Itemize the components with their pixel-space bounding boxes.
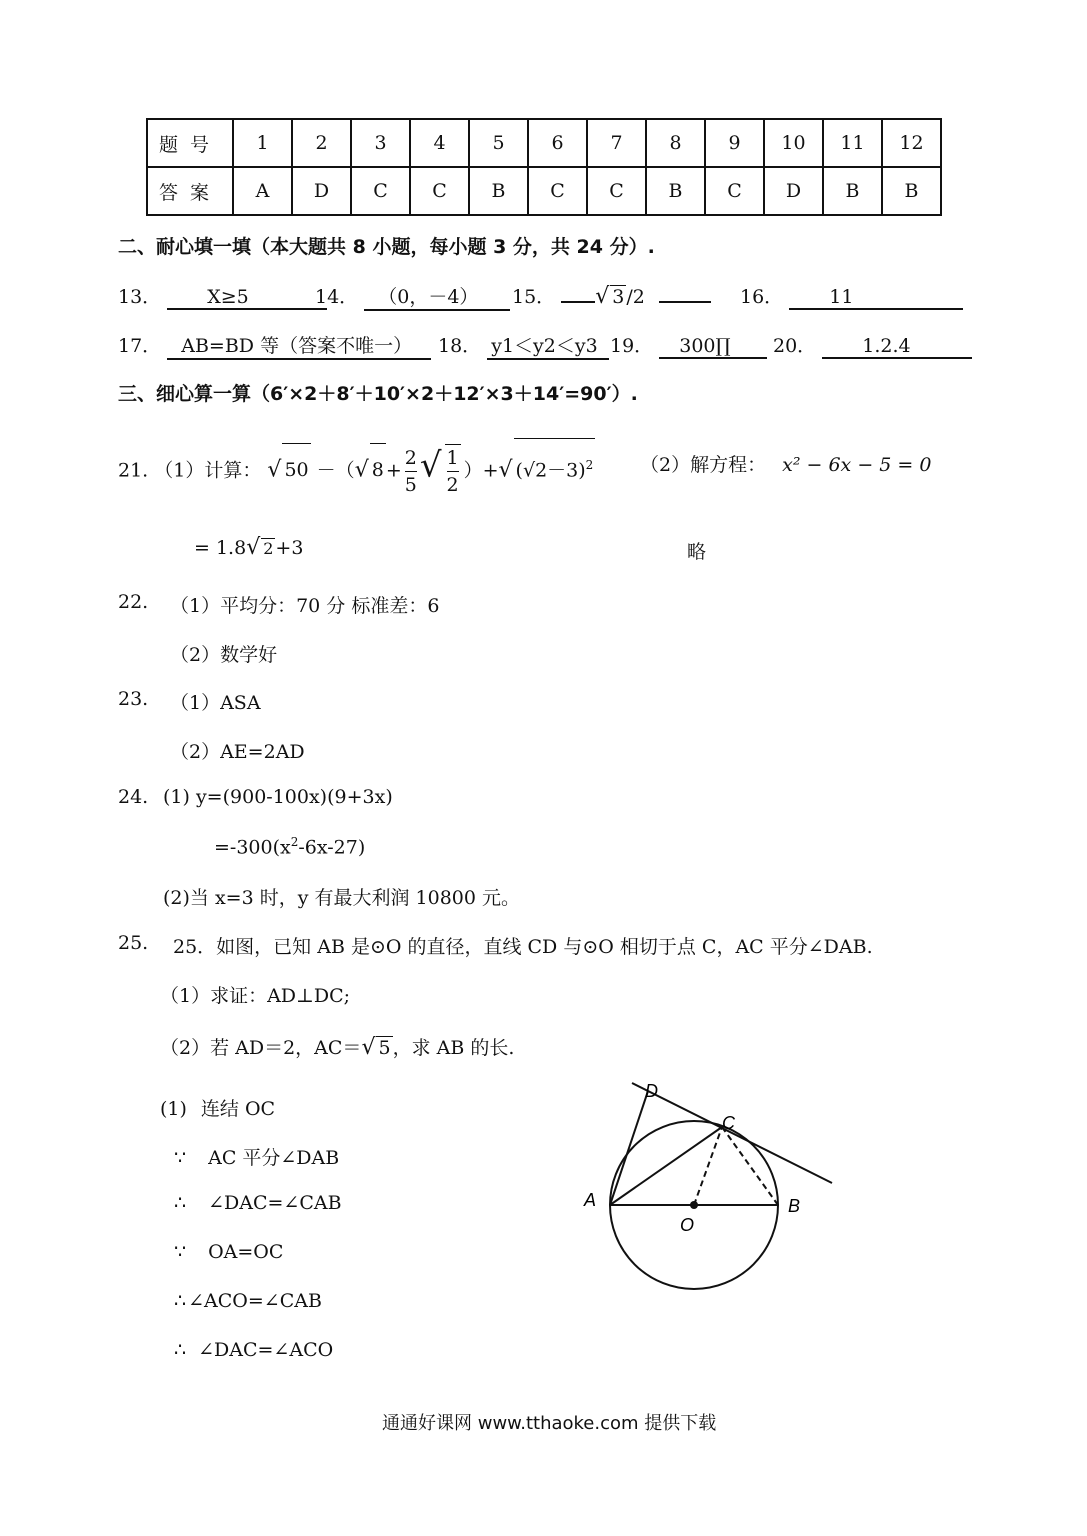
- answer-table-answer-row: [147, 167, 941, 215]
- q21-part2-answer: 略: [687, 541, 707, 563]
- q21-fraction: [405, 445, 417, 498]
- q15-answer: [595, 286, 645, 308]
- q21-r-last: [514, 438, 596, 496]
- q16-answer: 11: [789, 286, 963, 310]
- proof-line: [160, 1094, 275, 1121]
- q20-line: [773, 331, 972, 359]
- proof-line: [174, 1339, 333, 1361]
- center-point-o: [690, 1201, 698, 1209]
- q13-number: 13．: [118, 286, 162, 308]
- q24-line2-b: -6x-27): [298, 836, 366, 859]
- sqrt-sign: √: [498, 457, 513, 483]
- q24-line3: (2)当 x=3 时，y 有最大利润 10800 元。: [163, 887, 521, 909]
- table-cell: 10: [764, 119, 823, 167]
- proof-text: ∠ACO=∠CAB: [188, 1290, 322, 1312]
- q21-number: 21.: [118, 459, 149, 482]
- table-cell: D: [292, 167, 351, 215]
- q25-statement: 25．如图，已知 AB 是⊙O 的直径，直线 CD 与⊙O 相切于点 C，AC 平分∠DAB.: [173, 936, 873, 958]
- q25-part2: [160, 1033, 514, 1060]
- q21-close-plus: ）+: [463, 459, 499, 482]
- q21-minus-paren: －（: [316, 459, 355, 482]
- q21-line: [118, 438, 595, 498]
- q15-radicand: 3: [612, 286, 625, 308]
- table-cell: 8: [646, 119, 705, 167]
- label-d: D: [645, 1081, 658, 1101]
- proof-symbol: ∴: [174, 1192, 187, 1214]
- q25-part2-b: ，求 AB 的长.: [392, 1037, 515, 1059]
- sqrt-sign: √: [595, 284, 610, 309]
- q21-part2-label: （2）解方程：: [640, 454, 767, 476]
- row-label-answer: 答案: [147, 167, 233, 215]
- q21-result-radicand: 2: [263, 539, 274, 558]
- q19-number: 19．: [610, 335, 654, 357]
- label-b: B: [788, 1196, 801, 1216]
- segment-oc: [694, 1127, 722, 1205]
- q22-line2: （2）数学好: [170, 644, 278, 666]
- q15-answer-rest: /2: [626, 286, 645, 308]
- table-cell: 4: [410, 119, 469, 167]
- q21-result-prefix: = 1.8: [194, 537, 247, 559]
- table-cell: C: [705, 167, 764, 215]
- q17-answer: AB=BD 等（答案不唯一）: [167, 331, 431, 360]
- q13-answer: X≥5: [167, 286, 327, 310]
- fraction-denominator: 2: [446, 474, 459, 497]
- proof-symbol: ∵: [174, 1147, 187, 1169]
- q15-line: [512, 282, 711, 309]
- table-cell: B: [823, 167, 882, 215]
- proof-symbol: ∴: [174, 1339, 187, 1361]
- q21-sqrt-fraction: [445, 444, 461, 498]
- q19-answer: 300∏: [659, 335, 767, 359]
- proof-text: ∠DAC=∠ACO: [198, 1339, 334, 1361]
- q25-part2-radicand: 5: [378, 1037, 391, 1059]
- q24-line2-a: =-300(x: [214, 836, 291, 859]
- table-cell: 7: [587, 119, 646, 167]
- table-cell: B: [882, 167, 941, 215]
- table-cell: 9: [705, 119, 764, 167]
- q13-line: [118, 282, 327, 310]
- q24-number: 24.: [118, 786, 149, 808]
- proof-line: [174, 1241, 283, 1263]
- q24-line2-sup: 2: [290, 835, 299, 849]
- q21-equation: x² − 6x − 5 = 0: [782, 454, 932, 476]
- segment-ad: [610, 1091, 648, 1205]
- q23-line2: （2）AE=2AD: [170, 741, 305, 763]
- label-a: A: [584, 1190, 597, 1210]
- table-cell: 2: [292, 119, 351, 167]
- q20-number: 20．: [773, 335, 817, 357]
- table-cell: 1: [233, 119, 292, 167]
- q17-line: [118, 331, 431, 360]
- label-c: C: [722, 1113, 735, 1133]
- fraction-numerator: 2: [405, 445, 417, 472]
- proof-symbol: (1): [160, 1098, 187, 1120]
- table-cell: 12: [882, 119, 941, 167]
- q16-line: [740, 282, 963, 310]
- q23-number: 23.: [118, 688, 149, 710]
- q21-r50: 50: [282, 443, 310, 496]
- label-o: O: [680, 1215, 695, 1235]
- q22-line1: （1）平均分：70 分 标准差：6: [170, 595, 440, 617]
- q17-number: 17．: [118, 335, 162, 357]
- fraction-denominator: 5: [404, 473, 417, 496]
- q14-answer: （0，－4）: [364, 282, 510, 311]
- fraction-numerator: 1: [447, 445, 459, 472]
- q21-plus: +: [385, 459, 402, 482]
- table-cell: D: [764, 167, 823, 215]
- table-cell: 5: [469, 119, 528, 167]
- q21-part2: [640, 450, 931, 477]
- proof-text: OA=OC: [208, 1241, 284, 1263]
- q21-result-suffix: +3: [275, 537, 304, 559]
- table-cell: C: [351, 167, 410, 215]
- table-cell: C: [587, 167, 646, 215]
- q18-number: 18．: [438, 335, 482, 357]
- q15-blank-left: [561, 301, 595, 303]
- sqrt-sign: √: [267, 457, 282, 483]
- sqrt-sign: √: [354, 457, 369, 483]
- table-cell: 6: [528, 119, 587, 167]
- table-cell: C: [410, 167, 469, 215]
- proof-text: 连结 OC: [200, 1098, 276, 1120]
- q19-line: [610, 331, 767, 359]
- q22-number: 22.: [118, 591, 149, 613]
- segment-ac: [610, 1127, 722, 1205]
- q25-number: 25.: [118, 932, 149, 954]
- q25-part1: （1）求证：AD⊥DC;: [160, 985, 351, 1007]
- q24-line2: [214, 835, 365, 858]
- segment-cb: [722, 1127, 778, 1205]
- q24-line1: (1) y=(900-100x)(9+3x): [163, 786, 393, 808]
- q21-r-last-body: (√2－3): [515, 459, 586, 482]
- sqrt-sign: √: [361, 1035, 376, 1060]
- q21-r8: 8: [370, 443, 386, 496]
- table-cell: 3: [351, 119, 410, 167]
- proof-line: [174, 1192, 342, 1214]
- proof-symbol: ∴: [174, 1290, 187, 1312]
- q20-answer: 1.2.4: [822, 335, 972, 359]
- q18-line: [438, 331, 609, 360]
- section3-heading: 三、细心算一算（6′×2＋8′＋10′×2＋12′×3＋14′=90′）.: [118, 383, 638, 405]
- table-cell: C: [528, 167, 587, 215]
- q21-result: [194, 535, 303, 560]
- q18-answer: y1＜y2＜y3: [487, 331, 609, 360]
- proof-symbol: ∵: [174, 1241, 187, 1263]
- q23-line1: （1）ASA: [170, 692, 261, 714]
- page-footer: 通通好课网 www.tthaoke.com 提供下载: [382, 1413, 717, 1434]
- q14-number: 14．: [315, 286, 359, 308]
- proof-line: [174, 1290, 322, 1312]
- answer-table: [146, 118, 942, 216]
- q21-part1-label: （1）计算：: [154, 459, 262, 482]
- sqrt-sign: √: [246, 535, 261, 560]
- row-label-number: 题号: [147, 119, 233, 167]
- table-cell: A: [233, 167, 292, 215]
- table-cell: B: [469, 167, 528, 215]
- proof-text: AC 平分∠DAB: [208, 1147, 340, 1169]
- table-cell: 11: [823, 119, 882, 167]
- q15-blank-right: [659, 301, 711, 303]
- table-cell: B: [646, 167, 705, 215]
- q15-number: 15．: [512, 286, 556, 308]
- q16-number: 16．: [740, 286, 784, 308]
- q14-line: [315, 282, 510, 311]
- q25-part2-a: （2）若 AD＝2，AC＝: [160, 1037, 362, 1059]
- section2-heading: 二、耐心填一填（本大题共 8 小题，每小题 3 分，共 24 分）.: [118, 236, 655, 258]
- sqrt-sign: √: [419, 445, 442, 486]
- answer-table-number-row: [147, 119, 941, 167]
- proof-text: ∠DAC=∠CAB: [208, 1192, 342, 1214]
- circle-tangent-figure: [570, 1075, 850, 1295]
- q21-square: 2: [585, 458, 594, 472]
- proof-line: [174, 1143, 339, 1170]
